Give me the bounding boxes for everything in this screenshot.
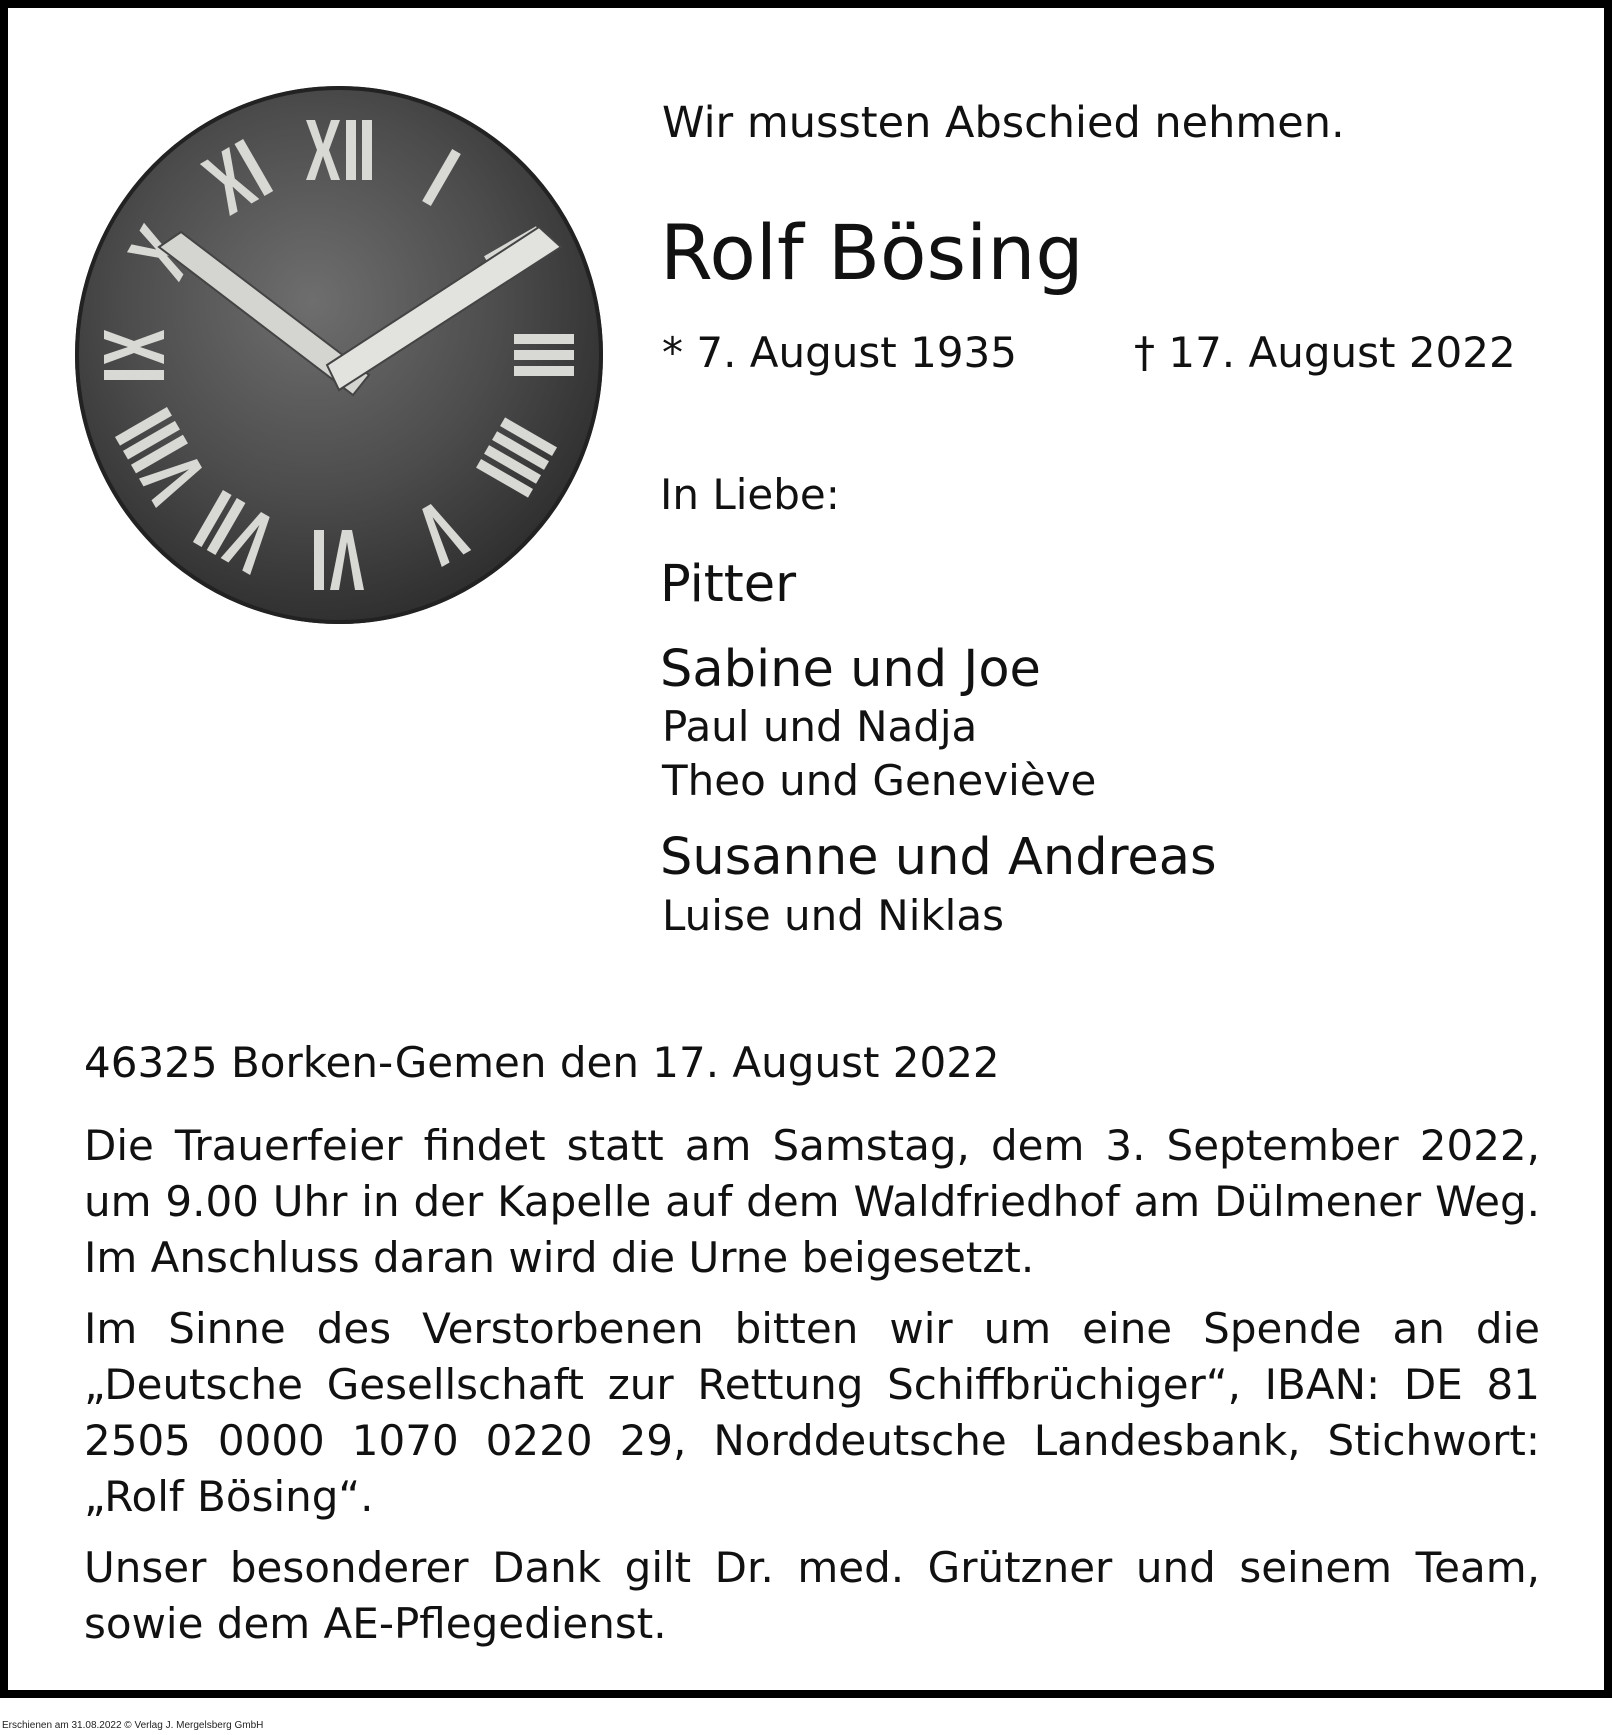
intro-text: Wir mussten Abschied nehmen. (662, 98, 1345, 148)
in-love-label: In Liebe: (660, 470, 840, 519)
mourner-sub-name: Paul und Nadja (662, 702, 978, 751)
mourner-sub-name: Theo und Geneviève (662, 756, 1097, 805)
ceremony-paragraph: Die Trauerfeier findet statt am Samstag, dem 3. September 2022, um 9.00 Uhr in der Kapelle auf dem Waldfriedhof am Dülmener Weg. Im Anschluss daran wird die Urne beigesetzt. (84, 1121, 1540, 1282)
place-date: 46325 Borken-Gemen den 17. August 2022 (84, 1038, 1000, 1087)
mourner-name: Sabine und Joe (660, 640, 1041, 699)
clock-numeral (514, 334, 574, 376)
death-date: † 17. August 2022 (1134, 328, 1516, 377)
mourner-sub-name: Luise und Niklas (662, 891, 1004, 940)
clock-face-icon (74, 85, 604, 625)
mourner-name: Susanne und Andreas (660, 828, 1217, 887)
mourner-name: Pitter (660, 555, 797, 614)
deceased-name: Rolf Bösing (660, 208, 1084, 297)
thanks-paragraph: Unser besonderer Dank gilt Dr. med. Grützner und seinem Team, sowie dem AE-Pflegedienst. (84, 1543, 1540, 1648)
donation-paragraph: Im Sinne des Verstorbenen bitten wir um eine Spende an die „Deutsche Gesellschaft zur Rettung Schiffbrüchiger“, IBAN: DE 81 2505 0000 1070 0220 29, Norddeutsche Landesbank, Stichwort: „Rolf Bösing“. (84, 1304, 1540, 1521)
birth-date: * 7. August 1935 (662, 328, 1017, 377)
publication-footer: Erschienen am 31.08.2022 © Verlag J. Mergelsberg GmbH (2, 1720, 264, 1731)
